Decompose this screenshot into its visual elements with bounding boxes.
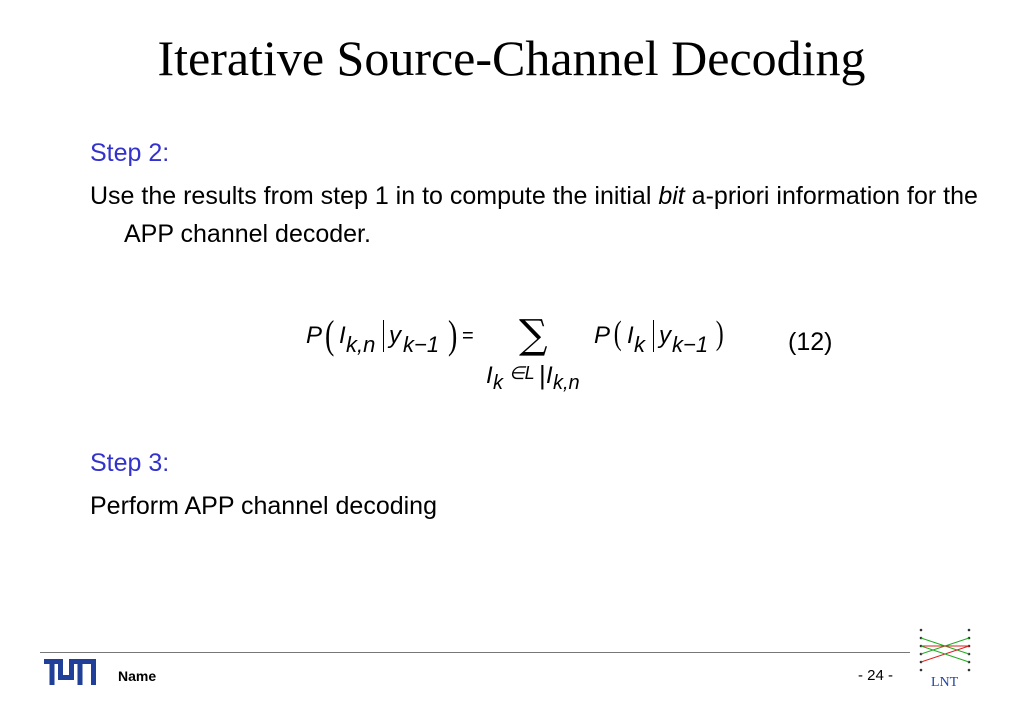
- eq-I-left: I: [339, 322, 346, 349]
- step-3-label: Step 3:: [90, 449, 170, 477]
- eq-sub-km1-right: k−1: [672, 332, 709, 357]
- eq-P-right: P: [594, 322, 611, 349]
- step-3-text: Perform APP channel decoding: [90, 492, 437, 520]
- step-2-label: Step 2:: [90, 139, 170, 167]
- eq-P-left: P: [306, 322, 323, 349]
- step-2-text-part-1: Use the results from step 1 in to compute the initial: [90, 182, 659, 210]
- eq-sum-index-k: k: [493, 372, 503, 394]
- lnt-logo: [912, 626, 978, 690]
- eq-paren-open-right: (: [613, 315, 622, 352]
- eq-bar-right: [653, 320, 654, 352]
- eq-paren-close-left: ): [447, 312, 458, 357]
- lnt-label: LNT: [931, 675, 959, 690]
- eq-bar-left: [383, 320, 384, 352]
- tum-logo: [44, 659, 96, 685]
- eq-paren-close-right: ): [715, 315, 724, 352]
- eq-sum-index-I2: I: [546, 362, 553, 389]
- footer-divider: [40, 652, 910, 653]
- eq-equals: =: [462, 325, 474, 347]
- eq-y-right: y: [659, 322, 671, 349]
- step-2-text-part-2: a-priori information for the APP channel decoder.: [124, 182, 978, 248]
- eq-sum-index-I: I: [486, 362, 493, 389]
- eq-y-left: y: [389, 322, 401, 349]
- eq-sum-index-in: ∈L: [509, 363, 535, 383]
- equation-number: (12): [788, 328, 833, 356]
- eq-paren-open-left: (: [324, 312, 335, 357]
- eq-sum-index-bar: |: [539, 360, 546, 390]
- slide-title: Iterative Source-Channel Decoding: [157, 30, 866, 86]
- eq-I-right: I: [627, 322, 634, 349]
- footer-name: Name: [118, 668, 157, 684]
- page-number: - 24 -: [858, 667, 894, 684]
- step-2-text: [90, 177, 1004, 253]
- eq-sub-km1-left: k−1: [403, 332, 440, 357]
- eq-sub-k-right: k: [634, 332, 645, 357]
- eq-sub-kn: k,n: [346, 332, 376, 357]
- step-2-text-italic: bit: [658, 182, 685, 210]
- eq-sum-symbol: ∑: [519, 312, 548, 358]
- eq-sum-index-kn: k,n: [553, 372, 580, 394]
